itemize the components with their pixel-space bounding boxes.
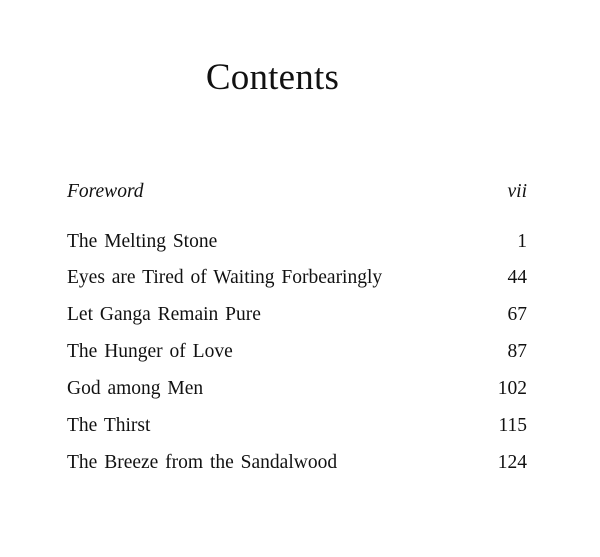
toc-entry-label: God among Men [67, 378, 204, 399]
toc-entry-label: Let Ganga Remain Pure [67, 304, 261, 325]
toc-entry-label: The Thirst [67, 415, 151, 436]
toc-entry-page: 67 [507, 304, 527, 325]
toc-entry-label: The Melting Stone [67, 231, 218, 252]
toc-entry-page: 124 [497, 452, 527, 473]
toc-entry-page: 87 [507, 341, 527, 362]
toc-entry-label: Foreword [67, 181, 144, 202]
toc-entry [67, 375, 527, 403]
toc-entry-foreword [67, 178, 527, 206]
toc-entry-label: The Breeze from the Sandalwood [67, 452, 338, 473]
toc-entry-page: 115 [498, 415, 527, 436]
page-title: Contents [205, 57, 340, 98]
toc-entry-label: The Hunger of Love [67, 341, 233, 362]
toc-entry-label: Eyes are Tired of Waiting Forbearingly [67, 267, 383, 288]
toc-entry [67, 301, 527, 329]
toc-entry-page: 102 [497, 378, 527, 399]
toc-entry [67, 412, 527, 440]
toc-entry [67, 228, 527, 256]
toc-entry-page: 44 [507, 267, 527, 288]
toc-entry [67, 338, 527, 366]
toc-entry [67, 264, 527, 292]
toc-entry-page: 1 [517, 231, 527, 252]
toc-entry-page: vii [507, 181, 527, 202]
toc-entry [67, 449, 527, 477]
